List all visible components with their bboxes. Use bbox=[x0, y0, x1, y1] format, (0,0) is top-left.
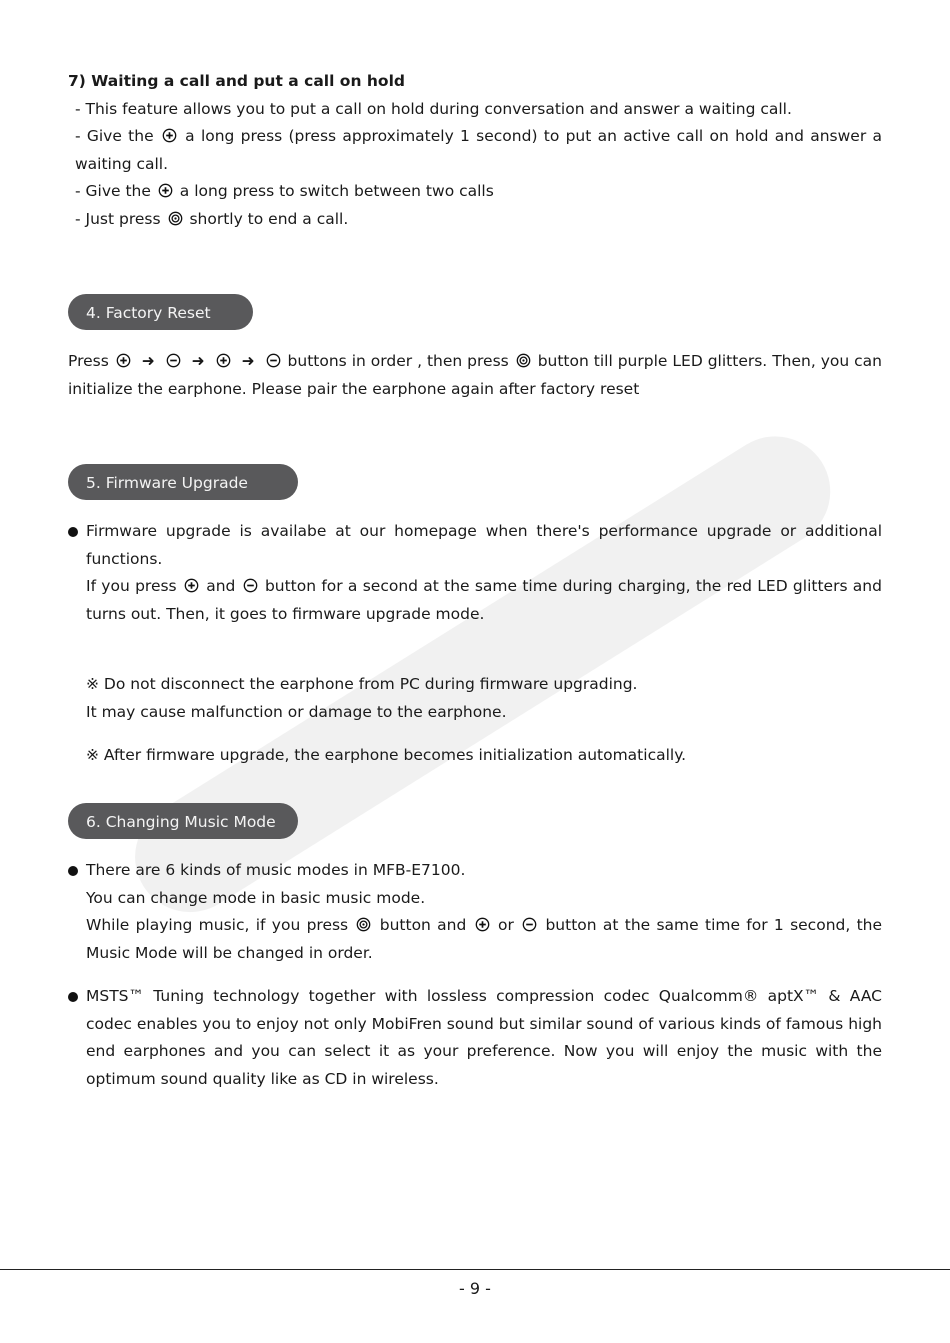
multi-function-button-icon bbox=[516, 353, 531, 368]
paragraph bbox=[68, 178, 882, 206]
plus-button-icon bbox=[162, 128, 177, 143]
page-content bbox=[68, 68, 883, 1088]
text: If you press bbox=[86, 577, 177, 595]
paragraph: - This feature allows you to put a call on hold during conversation and answer a waiting call. bbox=[75, 99, 792, 118]
list-item bbox=[68, 518, 882, 628]
minus-button-icon bbox=[166, 353, 181, 368]
plus-button-icon bbox=[184, 578, 199, 593]
note-line: ※ After firmware upgrade, the earphone becomes initialization automatically. bbox=[86, 746, 687, 764]
text: button at the same time for 1 second, the Music Mode will be changed in order. bbox=[86, 916, 883, 962]
paragraph: Firmware upgrade is availabe at our homepage when there's performance upgrade or additional functions. bbox=[86, 522, 882, 568]
arrow-right-icon: ➜ bbox=[141, 352, 155, 370]
text: a long press (press approximately 1 second) to put an active call on hold and answer a waiting call. bbox=[75, 127, 882, 173]
plus-button-icon bbox=[116, 353, 131, 368]
text: - Give the bbox=[75, 182, 151, 200]
paragraph bbox=[68, 206, 882, 234]
bullet-icon bbox=[68, 992, 78, 1002]
section-heading: 4. Factory Reset bbox=[86, 304, 211, 322]
text: - Just press bbox=[75, 209, 161, 228]
multi-function-button-icon bbox=[168, 211, 183, 226]
section-music-mode bbox=[68, 803, 882, 1093]
text: a long press to switch between two calls bbox=[179, 182, 494, 200]
section-title: 7) Waiting a call and put a call on hold bbox=[68, 72, 405, 90]
section-heading: 5. Firmware Upgrade bbox=[86, 474, 248, 492]
plus-button-icon bbox=[158, 183, 173, 198]
note-line: It may cause malfunction or damage to the earphone. bbox=[86, 702, 507, 721]
paragraph bbox=[68, 348, 882, 403]
paragraph bbox=[86, 912, 882, 967]
text: buttons in order , then press bbox=[287, 352, 509, 370]
paragraph bbox=[68, 123, 882, 178]
text: While playing music, if you press bbox=[86, 916, 349, 934]
bullet-icon bbox=[68, 527, 78, 537]
section-heading-pill bbox=[68, 294, 253, 330]
paragraph: There are 6 kinds of music modes in MFB-E7100. bbox=[86, 861, 466, 879]
plus-button-icon bbox=[475, 917, 490, 932]
minus-button-icon bbox=[243, 578, 258, 593]
list-item bbox=[68, 983, 882, 1093]
minus-button-icon bbox=[522, 917, 537, 932]
minus-button-icon bbox=[266, 353, 281, 368]
section-firmware-upgrade bbox=[68, 464, 882, 770]
arrow-right-icon: ➜ bbox=[191, 352, 205, 370]
arrow-right-icon: ➜ bbox=[241, 352, 255, 370]
text: shortly to end a call. bbox=[189, 209, 349, 228]
section-call-hold bbox=[68, 68, 882, 233]
text: button and bbox=[379, 916, 467, 934]
text: button till purple LED glitters. Then, you can initialize the earphone. Please pair the earphone again after factory reset bbox=[68, 352, 883, 398]
note bbox=[68, 671, 882, 726]
note-line: ※ Do not disconnect the earphone from PC during firmware upgrading. bbox=[86, 675, 638, 693]
footer-divider bbox=[0, 1269, 950, 1270]
text: Press bbox=[68, 352, 109, 370]
text: button for a second at the same time during charging, the red LED glitters and turns out. Then, it goes to firmware upgrade mode. bbox=[86, 577, 882, 623]
paragraph: You can change mode in basic music mode. bbox=[86, 888, 426, 907]
text: - Give the bbox=[75, 127, 154, 145]
section-heading-pill bbox=[68, 803, 298, 839]
text: or bbox=[497, 916, 514, 934]
bullet-icon bbox=[68, 866, 78, 876]
note bbox=[68, 742, 882, 770]
paragraph bbox=[86, 573, 882, 628]
text: and bbox=[206, 577, 236, 595]
plus-button-icon bbox=[216, 353, 231, 368]
section-factory-reset bbox=[68, 294, 882, 403]
page-number: - 9 - bbox=[459, 1279, 491, 1298]
section-heading-pill bbox=[68, 464, 298, 500]
section-heading: 6. Changing Music Mode bbox=[86, 813, 276, 831]
paragraph: MSTS™ Tuning technology together with lossless compression codec Qualcomm® aptX™ & AAC codec enables you to enjoy not only MobiFren sound but similar sound of various kinds of famous high end earphones and you can select it as your preference. Now you will enjoy the music with the optimum sound quality like as CD in wireless. bbox=[86, 987, 882, 1088]
list-item bbox=[68, 857, 882, 967]
multi-function-button-icon bbox=[356, 917, 371, 932]
